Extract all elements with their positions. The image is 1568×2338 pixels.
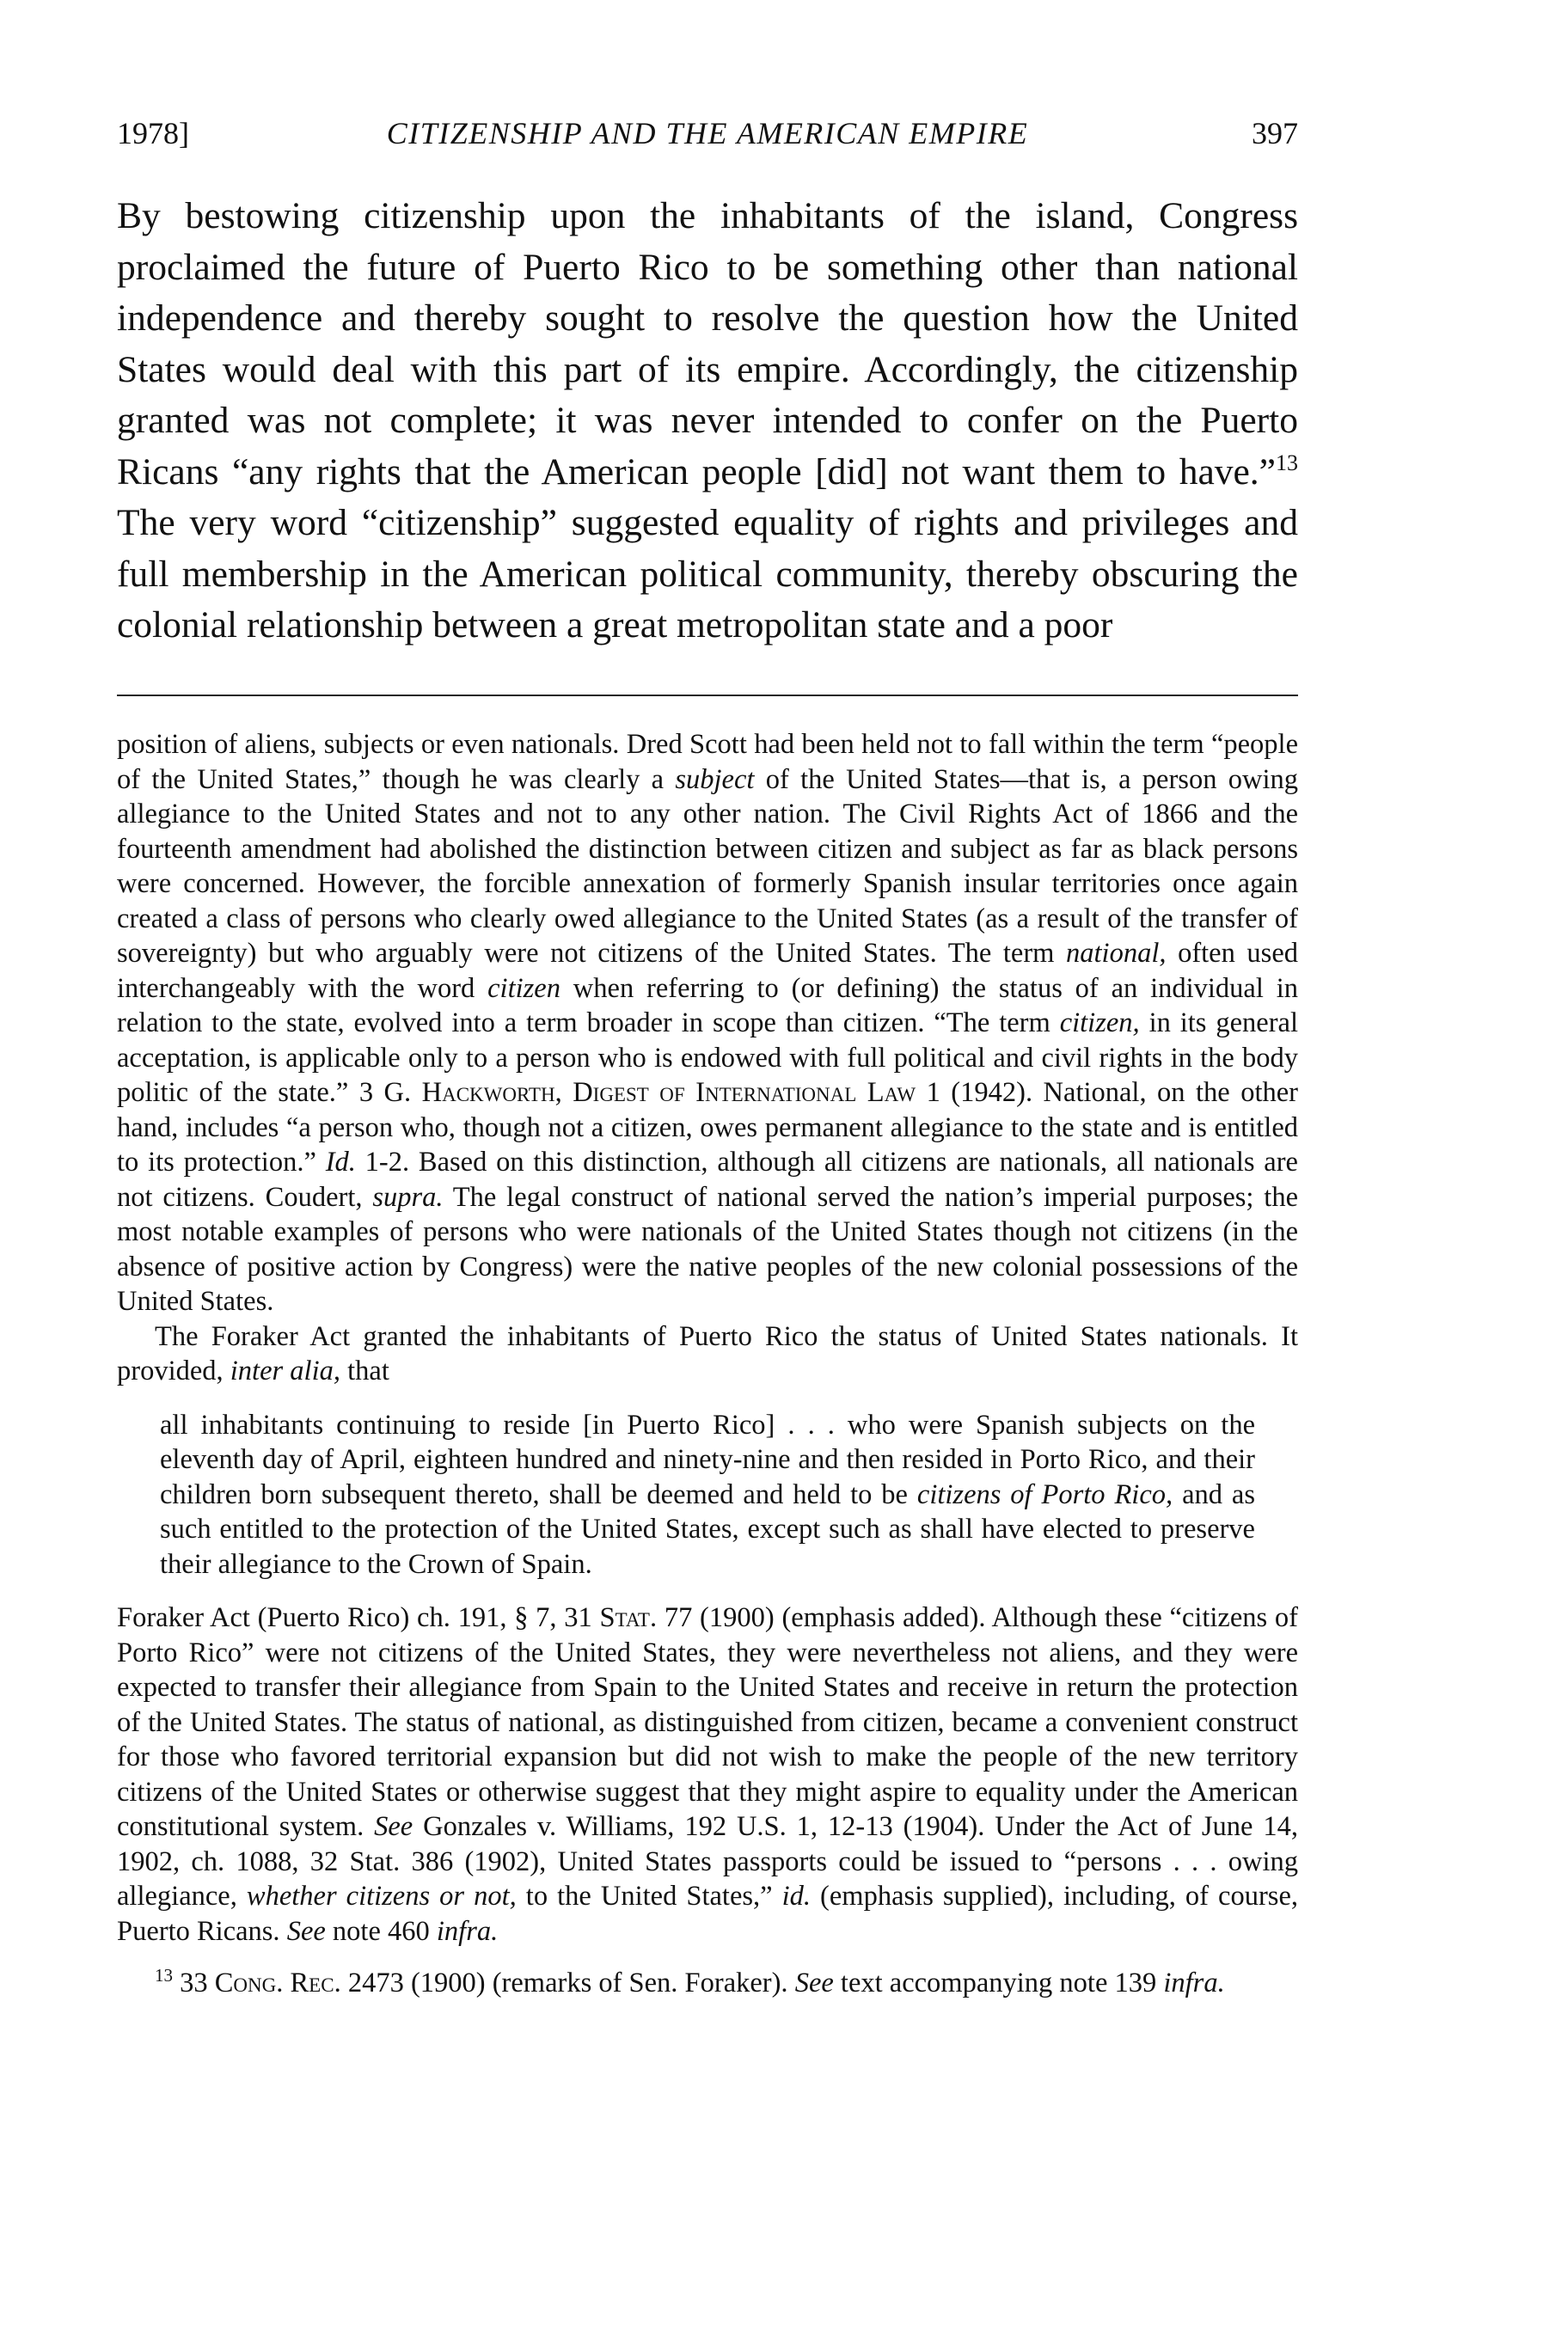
fn-text: 33 [173,1968,215,1998]
fn-italic: citizen, [1059,1007,1140,1038]
fn-text: note 460 [325,1915,437,1947]
fn-text: position of aliens, subjects or even nationals. Dred Scott had been held not to fall within the term “people of the United States,” though he was clearly a [117,729,1298,795]
fn-text: often used interchangeably with the word [117,938,1298,1004]
footnote-divider [117,695,1298,696]
footnote-foraker-paragraph [117,1319,1298,1389]
footnotes [117,727,1298,2001]
fn-text: (emphasis supplied), including, of course, Puerto Ricans. [117,1881,1298,1947]
fn-text: Foraker Act (Puerto Rico) ch. 191, § 7, 31 [117,1602,600,1633]
fn-text: and as such entitled to the protection of the United States, except such as shall have elected to preserve their allegiance to the Crown of Spain. [160,1478,1255,1580]
fn-italic: subject [675,763,755,795]
page-number: 397 [1252,116,1298,150]
footnote-after-quote [117,1600,1298,1949]
fn-italic: See [374,1811,413,1842]
fn-text: The legal construct of national served the nation’s imperial purposes; the most notable examples of persons who were nationals of the United States though not citizens (in the absence of positive action by Congress) were the native peoples of the new colonial possessions of the United States. [117,1181,1299,1317]
body-text-part1: By bestowing citizenship upon the inhabitants of the island, Congress proclaimed the future of Puerto Rico to be something other than national independence and thereby sought to resolve the question how the United States would deal with this part of its empire. Accordingly, the citizenship granted was not complete; it was never intended to confer on the Puerto Ricans “any rights that the American people [did] not want them to have.” [117,195,1298,493]
fn-text: 2473 (1900) (remarks of Sen. Foraker). [340,1968,795,1998]
header-year: 1978] [117,116,189,150]
footnote-13 [117,1966,1298,2001]
fn-text: Gonzales v. Williams, 192 U.S. 1, 12-13 (1904). Under the Act of June 14, 1902, ch. 1088, 32 Stat. 386 (1902), United States passports could be issued to “persons . . . owing allegiance, [117,1811,1298,1912]
fn-italic: citizen [487,972,560,1004]
fn-italic: national, [1066,938,1167,969]
fn-text: The Foraker Act granted the inhabitants of Puerto Rico the status of United States nationals. It provided, [117,1320,1298,1386]
fn-italic: See [794,1968,834,1998]
footnote-block-quote [160,1408,1255,1582]
fn-smallcaps: Hackworth, Digest of International Law [421,1077,916,1108]
footnote-reference-13[interactable]: 13 [1276,450,1298,475]
fn-italic: infra. [1163,1968,1225,1998]
fn-text: 77 (1900) (emphasis added). Although these “citizens of Porto Rico” were not citizens of the United States, they were nevertheless not aliens, and they were expected to transfer their allegiance from Spain to the United States and receive in return the protection of the United States. The status of national, as distinguished from citizen, became a convenient construct for those who favored territorial expansion but did not wish to make the people of the new territory citizens of the United States or otherwise suggest that they might aspire to equality under the American constitutional system. [117,1602,1298,1842]
running-header [117,112,1298,155]
fn-text: 1 (1942). National, on the other hand, includes “a person who, though not a citizen, owes permanent allegiance to the state and is entitled to its protection.” [117,1077,1298,1178]
fn-italic: citizens of Porto Rico, [916,1478,1173,1510]
fn-smallcaps: Stat. [599,1602,658,1633]
body-paragraph [117,191,1298,652]
body-text-part2: The very word “citizenship” suggested equality of rights and privileges and full membership in the American political community, thereby obscuring the colonial relationship between a great metropolitan state and a poor [117,502,1298,646]
fn-text: that [340,1356,389,1386]
fn-text: in its general acceptation, is applicable only to a person who is endowed with full political and civil rights in the body politic of the state.” 3 G. [117,1007,1298,1108]
footnote-13-number: 13 [155,1965,173,1986]
fn-italic: infra. [436,1915,499,1947]
header-title: CITIZENSHIP AND THE AMERICAN EMPIRE [386,116,1029,150]
footnote-continued [117,727,1298,1319]
fn-text: all inhabitants continuing to reside [in Puerto Rico] . . . who were Spanish subjects on the eleventh day of April, eighteen hundred and ninety-nine and then resided in Porto Rico, and their children born subsequent thereto, shall be deemed and held to be [160,1409,1255,1510]
fn-text: when referring to (or defining) the status of an individual in relation to the state, evolved into a term broader in scope than citizen. “The term [117,972,1298,1038]
fn-italic: See [286,1915,326,1947]
fn-smallcaps: Cong. Rec. [214,1968,341,1998]
fn-italic: supra. [372,1181,444,1213]
fn-italic: inter alia, [230,1356,340,1386]
fn-text: 1-2. Based on this distinction, although all citizens are nationals, all nationals are not citizens. Coudert, [117,1147,1298,1213]
fn-text: to the United States,” [516,1881,782,1912]
fn-italic: whether citizens or not, [246,1881,517,1912]
fn-italic: Id. [325,1147,356,1178]
fn-italic: id. [781,1881,812,1912]
page [117,0,1298,2338]
fn-text: of the United States—that is, a person owing allegiance to the United States and not to any other nation. The Civil Rights Act of 1866 and the fourteenth amendment had abolished the distinction between citizen and subject as far as black persons were concerned. However, the forcible annexation of formerly Spanish insular territories once again created a class of persons who clearly owed allegiance to the United States (as a result of the transfer of sovereignty) but who arguably were not citizens of the United States. The term [117,763,1298,969]
fn-text: text accompanying note 139 [833,1968,1164,1998]
